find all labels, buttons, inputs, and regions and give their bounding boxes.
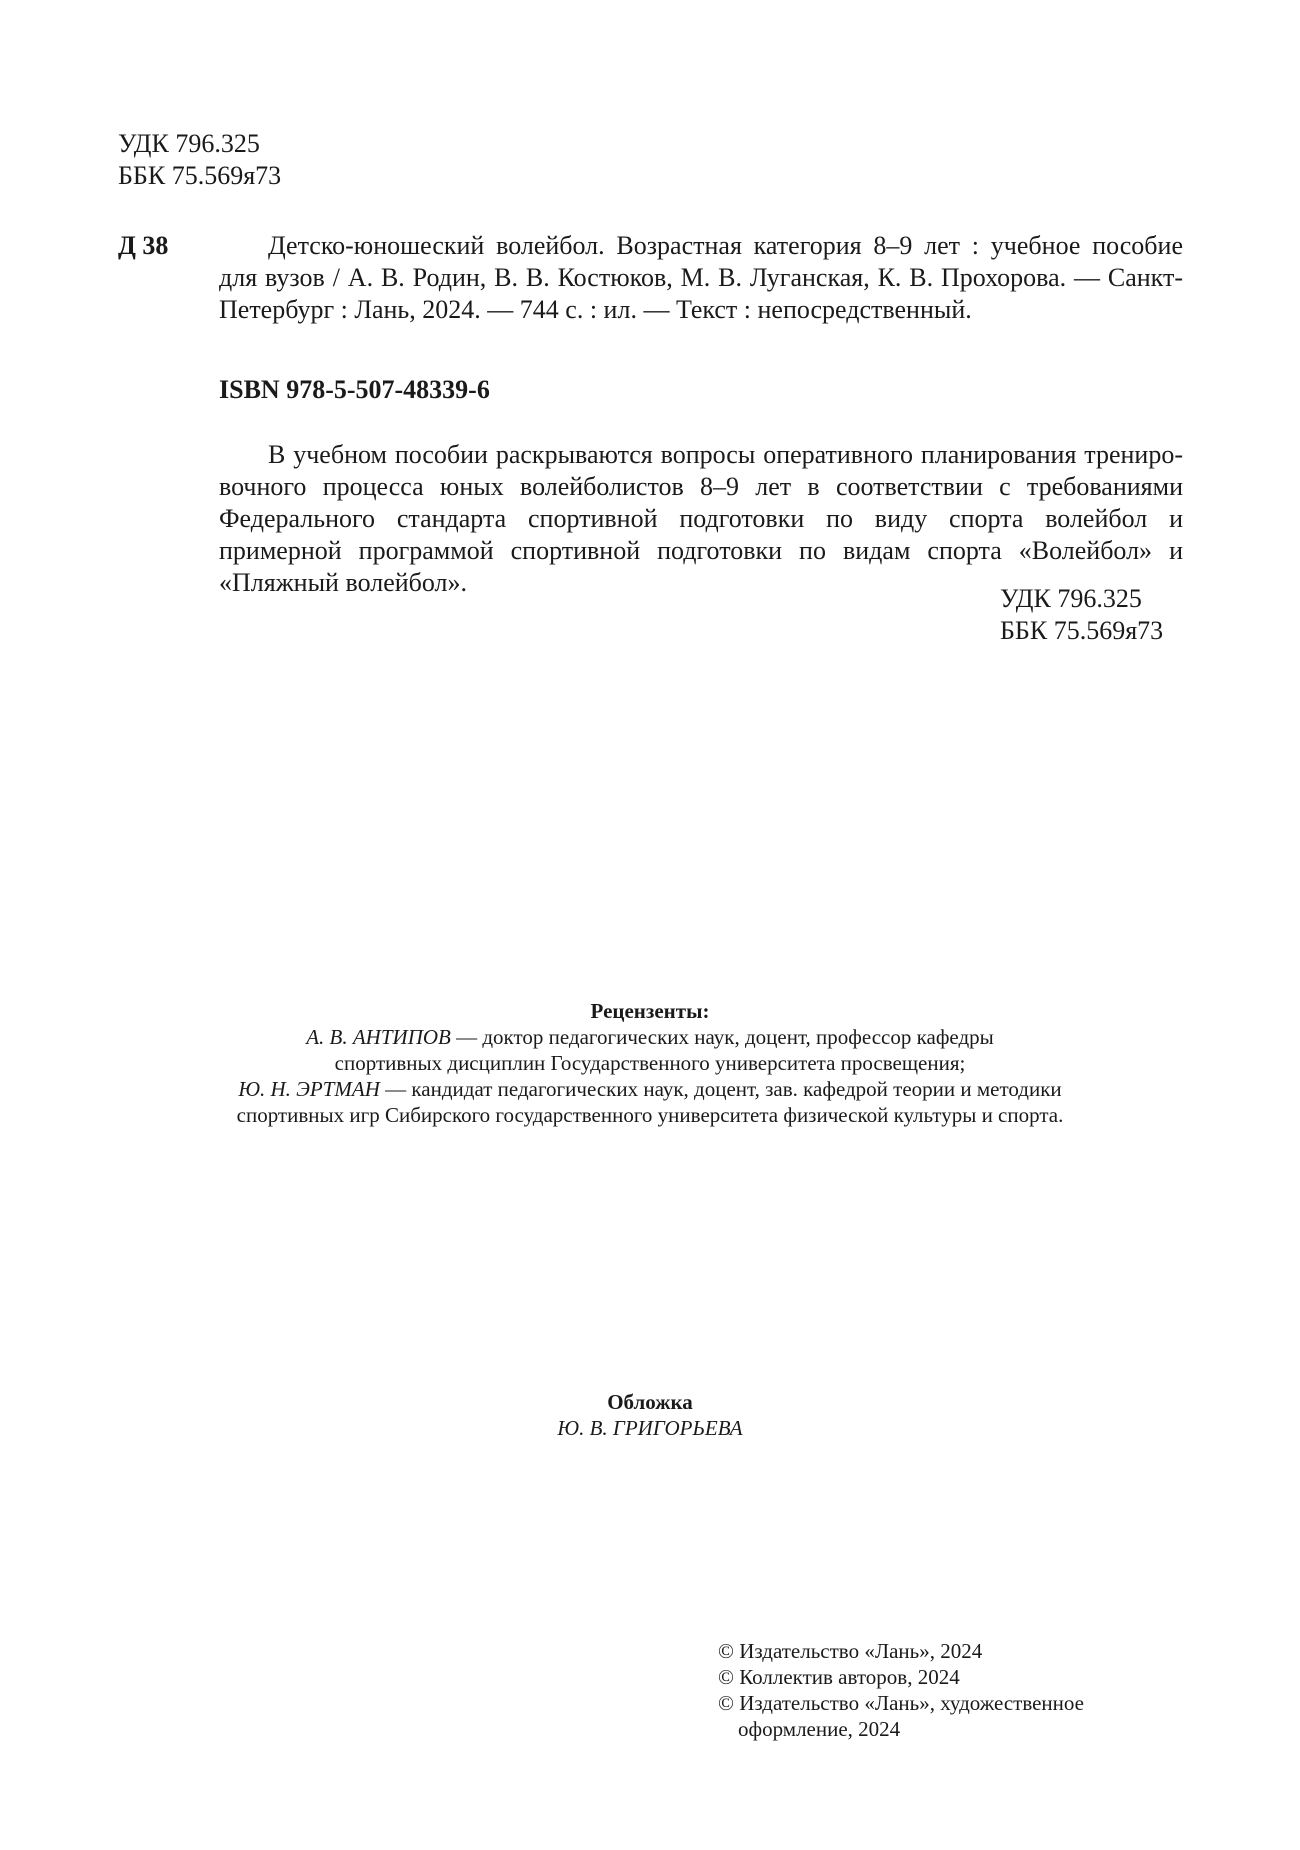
isbn: ISBN 978-5-507-48339-6 — [219, 375, 490, 404]
copyright-line-4: оформление, 2024 — [738, 1717, 901, 1741]
bibliographic-record: Детско-юношеский волейбол. Возрастная категория 8–9 лет : учебное пособие для вузов / А. В. Родин, В. В. Костюков, М. В. Луганская, К. В. Прохорова. — Санкт-Петербург : Лань, 2024. — 744 с. : ил. — Текст : непосредственный. — [219, 231, 1183, 324]
udk-code: УДК 796.325 — [118, 129, 260, 158]
reviewer-1-name: А. В. АНТИПОВ — [306, 1025, 451, 1049]
cover-artist: Ю. В. ГРИГОРЬЕВА — [557, 1416, 743, 1440]
classification-repeat — [1000, 583, 1163, 647]
classification-top — [118, 128, 281, 192]
bbk-code: ББК 75.569я73 — [118, 161, 282, 190]
reviewers-block — [0, 998, 1300, 1128]
copyright-block — [718, 1638, 1084, 1742]
annotation: В учебном пособии раскрываются вопросы оперативного планирования тренировочного процесса юных волейболистов 8–9 лет в соответствии с требованиями Федерального стандарта спортивной подготовки по виду спорта волейбол и примерной программой спортивной подготовки по видам спорта «Волейбол» и «Пляжный волейбол». — [219, 440, 1183, 597]
reviewer-1-desc-cont: спортивных дисциплин Государственного университета просвещения; — [334, 1051, 966, 1075]
udk-code-repeat: УДК 796.325 — [1000, 584, 1142, 613]
reviewer-2-desc-cont: спортивных игр Сибирского государственного университета физической культуры и спорта. — [236, 1103, 1064, 1127]
reviewer-1 — [0, 1024, 1300, 1050]
reviewer-1-desc: — доктор педагогических наук, доцент, профессор кафедры — [450, 1025, 994, 1049]
author-code: Д 38 — [118, 231, 169, 260]
reviewer-2-desc: — кандидат педагогических наук, доцент, зав. кафедрой теории и методики — [379, 1077, 1062, 1101]
copyright-line-3: © Издательство «Лань», художественное — [718, 1691, 1084, 1715]
copyright-line-2: © Коллектив авторов, 2024 — [718, 1665, 960, 1689]
reviewer-2-name: Ю. Н. ЭРТМАН — [238, 1077, 380, 1101]
reviewer-2 — [0, 1076, 1300, 1102]
bbk-code-repeat: ББК 75.569я73 — [1000, 616, 1164, 645]
reviewers-heading: Рецензенты: — [590, 999, 710, 1023]
copyright-line-1: © Издательство «Лань», 2024 — [718, 1639, 983, 1663]
cover-block — [0, 1389, 1300, 1441]
cover-heading: Обложка — [607, 1390, 693, 1414]
